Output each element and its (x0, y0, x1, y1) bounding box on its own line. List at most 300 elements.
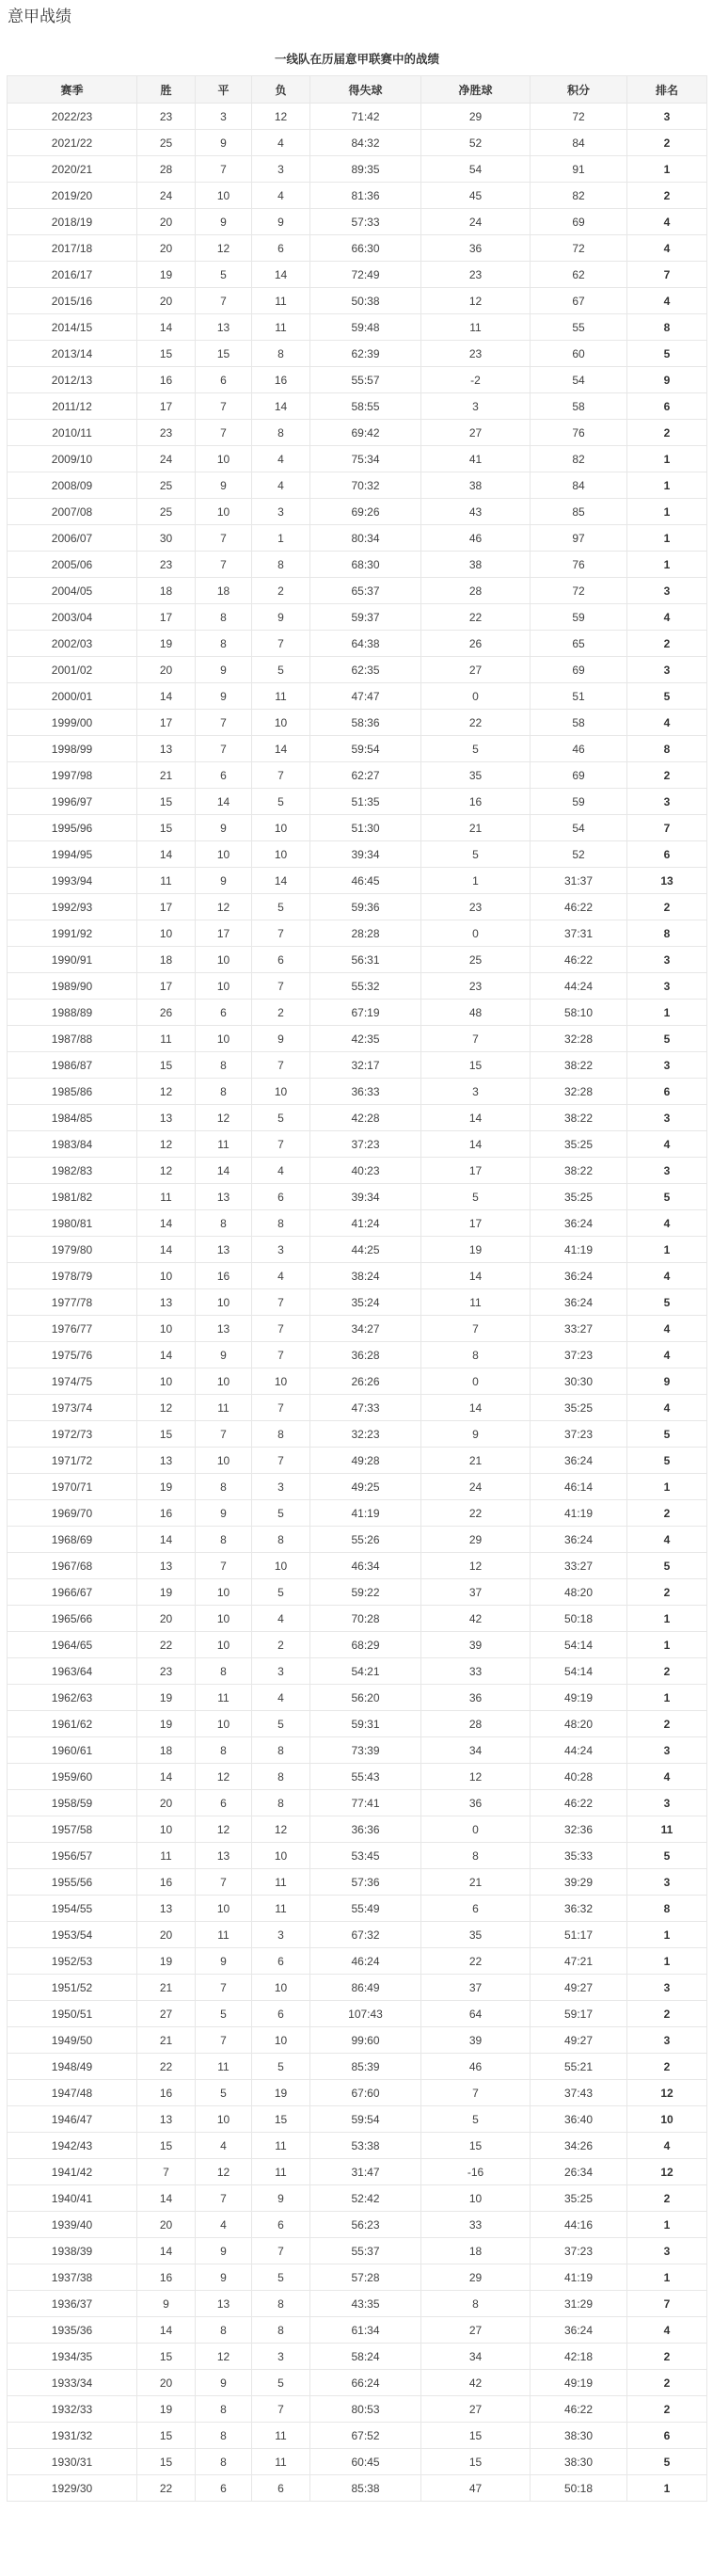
table-row (8, 1052, 707, 1079)
cell-wins: 13 (137, 1448, 196, 1474)
cell-points: 44:16 (531, 2212, 627, 2238)
cell-rank: 2 (627, 1711, 707, 1737)
table-row (8, 2238, 707, 2264)
cell-losses: 11 (252, 1869, 310, 1896)
cell-goals: 53:38 (310, 2133, 421, 2159)
cell-draws: 10 (196, 499, 252, 525)
cell-rank: 3 (627, 2027, 707, 2054)
cell-wins: 10 (137, 1316, 196, 1342)
cell-goals: 62:27 (310, 762, 421, 789)
cell-goal-diff: 10 (421, 2185, 531, 2212)
cell-rank: 8 (627, 1896, 707, 1922)
table-row (8, 2185, 707, 2212)
cell-season: 1990/91 (8, 947, 137, 973)
cell-losses: 5 (252, 1105, 310, 1131)
cell-losses: 14 (252, 736, 310, 762)
cell-season: 2017/18 (8, 235, 137, 262)
cell-goals: 62:35 (310, 657, 421, 683)
table-row (8, 1948, 707, 1975)
cell-losses: 10 (252, 1079, 310, 1105)
cell-wins: 28 (137, 156, 196, 183)
cell-wins: 20 (137, 1922, 196, 1948)
cell-goals: 66:30 (310, 235, 421, 262)
cell-goals: 53:45 (310, 1843, 421, 1869)
cell-rank: 6 (627, 393, 707, 420)
cell-goals: 59:54 (310, 736, 421, 762)
table-row (8, 1000, 707, 1026)
cell-draws: 9 (196, 2238, 252, 2264)
cell-draws: 11 (196, 1685, 252, 1711)
cell-draws: 18 (196, 578, 252, 604)
cell-goal-diff: 25 (421, 947, 531, 973)
cell-rank: 1 (627, 1606, 707, 1632)
cell-season: 1973/74 (8, 1395, 137, 1421)
table-row (8, 183, 707, 209)
cell-rank: 2 (627, 1579, 707, 1606)
cell-points: 59 (531, 789, 627, 815)
cell-points: 46:14 (531, 1474, 627, 1500)
cell-draws: 12 (196, 1105, 252, 1131)
cell-points: 50:18 (531, 1606, 627, 1632)
cell-goals: 60:45 (310, 2449, 421, 2475)
cell-goal-diff: 38 (421, 472, 531, 499)
cell-season: 1971/72 (8, 1448, 137, 1474)
cell-season: 2007/08 (8, 499, 137, 525)
cell-season: 1942/43 (8, 2133, 137, 2159)
table-row (8, 815, 707, 841)
cell-losses: 10 (252, 2027, 310, 2054)
table-row (8, 789, 707, 815)
cell-losses: 10 (252, 1975, 310, 2001)
table-row (8, 920, 707, 947)
cell-season: 1967/68 (8, 1553, 137, 1579)
cell-rank: 3 (627, 1105, 707, 1131)
cell-draws: 7 (196, 1975, 252, 2001)
table-row (8, 1579, 707, 1606)
cell-draws: 17 (196, 920, 252, 947)
cell-wins: 17 (137, 710, 196, 736)
cell-losses: 10 (252, 1368, 310, 1395)
cell-points: 76 (531, 420, 627, 446)
cell-goal-diff: 23 (421, 894, 531, 920)
cell-draws: 7 (196, 2027, 252, 2054)
cell-draws: 9 (196, 130, 252, 156)
cell-goal-diff: 11 (421, 314, 531, 341)
cell-goals: 75:34 (310, 446, 421, 472)
cell-rank: 1 (627, 499, 707, 525)
cell-losses: 8 (252, 1764, 310, 1790)
cell-wins: 13 (137, 1105, 196, 1131)
cell-wins: 21 (137, 762, 196, 789)
cell-wins: 15 (137, 2449, 196, 2475)
cell-draws: 7 (196, 288, 252, 314)
cell-draws: 7 (196, 1869, 252, 1896)
cell-losses: 7 (252, 2238, 310, 2264)
cell-goals: 34:27 (310, 1316, 421, 1342)
table-row (8, 1869, 707, 1896)
cell-draws: 12 (196, 235, 252, 262)
cell-rank: 6 (627, 841, 707, 868)
cell-points: 84 (531, 472, 627, 499)
table-row (8, 710, 707, 736)
cell-losses: 11 (252, 314, 310, 341)
cell-losses: 10 (252, 1843, 310, 1869)
cell-rank: 4 (627, 1210, 707, 1237)
cell-losses: 10 (252, 1553, 310, 1579)
cell-rank: 5 (627, 2449, 707, 2475)
cell-goals: 32:23 (310, 1421, 421, 1448)
cell-losses: 7 (252, 1052, 310, 1079)
cell-draws: 10 (196, 1606, 252, 1632)
cell-goals: 46:34 (310, 1553, 421, 1579)
cell-goals: 84:32 (310, 130, 421, 156)
cell-wins: 24 (137, 183, 196, 209)
table-row (8, 2344, 707, 2370)
cell-points: 84 (531, 130, 627, 156)
cell-rank: 4 (627, 235, 707, 262)
cell-points: 72 (531, 578, 627, 604)
table-row (8, 1368, 707, 1395)
table-row (8, 1816, 707, 1843)
column-header-draws: 平 (196, 76, 252, 104)
cell-draws: 8 (196, 1474, 252, 1500)
cell-wins: 21 (137, 2027, 196, 2054)
cell-points: 58 (531, 710, 627, 736)
cell-rank: 3 (627, 1158, 707, 1184)
cell-rank: 10 (627, 2106, 707, 2133)
cell-losses: 4 (252, 1606, 310, 1632)
cell-goals: 49:25 (310, 1474, 421, 1500)
cell-goals: 67:32 (310, 1922, 421, 1948)
cell-season: 1987/88 (8, 1026, 137, 1052)
cell-season: 1959/60 (8, 1764, 137, 1790)
cell-goals: 42:28 (310, 1105, 421, 1131)
cell-season: 1948/49 (8, 2054, 137, 2080)
cell-season: 1965/66 (8, 1606, 137, 1632)
cell-losses: 19 (252, 2080, 310, 2106)
cell-goal-diff: 16 (421, 789, 531, 815)
cell-goal-diff: 34 (421, 1737, 531, 1764)
cell-wins: 16 (137, 1500, 196, 1527)
cell-losses: 9 (252, 2185, 310, 2212)
cell-points: 85 (531, 499, 627, 525)
cell-points: 35:25 (531, 2185, 627, 2212)
cell-losses: 5 (252, 2054, 310, 2080)
table-row (8, 947, 707, 973)
cell-rank: 4 (627, 1316, 707, 1342)
cell-points: 37:31 (531, 920, 627, 947)
cell-rank: 6 (627, 1079, 707, 1105)
cell-goal-diff: 8 (421, 2291, 531, 2317)
cell-draws: 10 (196, 2106, 252, 2133)
cell-goal-diff: -16 (421, 2159, 531, 2185)
cell-rank: 3 (627, 1975, 707, 2001)
cell-season: 1963/64 (8, 1658, 137, 1685)
cell-rank: 2 (627, 894, 707, 920)
cell-losses: 1 (252, 525, 310, 552)
cell-goal-diff: 37 (421, 1579, 531, 1606)
cell-points: 51:17 (531, 1922, 627, 1948)
cell-losses: 7 (252, 920, 310, 947)
cell-goal-diff: 27 (421, 2317, 531, 2344)
cell-season: 1958/59 (8, 1790, 137, 1816)
cell-goals: 61:34 (310, 2317, 421, 2344)
cell-wins: 14 (137, 2317, 196, 2344)
cell-rank: 7 (627, 2291, 707, 2317)
cell-rank: 4 (627, 2317, 707, 2344)
cell-goal-diff: 33 (421, 1658, 531, 1685)
cell-points: 91 (531, 156, 627, 183)
cell-goals: 80:53 (310, 2396, 421, 2423)
cell-points: 37:23 (531, 1342, 627, 1368)
cell-points: 41:19 (531, 1237, 627, 1263)
cell-goal-diff: 8 (421, 1342, 531, 1368)
cell-goals: 64:38 (310, 631, 421, 657)
cell-goals: 38:24 (310, 1263, 421, 1289)
cell-wins: 15 (137, 2133, 196, 2159)
cell-goal-diff: 23 (421, 341, 531, 367)
cell-season: 2016/17 (8, 262, 137, 288)
cell-goals: 55:57 (310, 367, 421, 393)
cell-wins: 21 (137, 1975, 196, 2001)
cell-season: 1997/98 (8, 762, 137, 789)
cell-goals: 81:36 (310, 183, 421, 209)
cell-season: 1972/73 (8, 1421, 137, 1448)
cell-points: 82 (531, 446, 627, 472)
cell-goals: 71:42 (310, 104, 421, 130)
cell-season: 1941/42 (8, 2159, 137, 2185)
cell-goals: 72:49 (310, 262, 421, 288)
cell-goal-diff: 42 (421, 2370, 531, 2396)
cell-goal-diff: 22 (421, 710, 531, 736)
cell-losses: 8 (252, 1421, 310, 1448)
cell-losses: 8 (252, 341, 310, 367)
cell-season: 2020/21 (8, 156, 137, 183)
cell-goals: 55:32 (310, 973, 421, 1000)
cell-points: 51 (531, 683, 627, 710)
table-row (8, 604, 707, 631)
cell-losses: 10 (252, 710, 310, 736)
cell-rank: 1 (627, 1922, 707, 1948)
cell-rank: 3 (627, 1790, 707, 1816)
cell-season: 1981/82 (8, 1184, 137, 1210)
cell-points: 97 (531, 525, 627, 552)
cell-goals: 35:24 (310, 1289, 421, 1316)
table-row (8, 367, 707, 393)
cell-losses: 9 (252, 604, 310, 631)
cell-draws: 11 (196, 2054, 252, 2080)
cell-points: 59 (531, 604, 627, 631)
cell-rank: 2 (627, 420, 707, 446)
table-row (8, 1737, 707, 1764)
cell-season: 2009/10 (8, 446, 137, 472)
cell-rank: 12 (627, 2159, 707, 2185)
cell-season: 1986/87 (8, 1052, 137, 1079)
cell-draws: 7 (196, 420, 252, 446)
cell-losses: 3 (252, 1922, 310, 1948)
cell-draws: 12 (196, 1764, 252, 1790)
cell-rank: 6 (627, 2423, 707, 2449)
cell-goal-diff: 11 (421, 1289, 531, 1316)
cell-wins: 15 (137, 815, 196, 841)
cell-points: 35:25 (531, 1131, 627, 1158)
cell-wins: 20 (137, 1606, 196, 1632)
cell-losses: 11 (252, 1896, 310, 1922)
cell-goal-diff: 1 (421, 868, 531, 894)
cell-wins: 14 (137, 2185, 196, 2212)
cell-wins: 19 (137, 262, 196, 288)
cell-wins: 14 (137, 1210, 196, 1237)
cell-losses: 7 (252, 1316, 310, 1342)
cell-season: 1937/38 (8, 2264, 137, 2291)
column-header-rank: 排名 (627, 76, 707, 104)
cell-goals: 42:35 (310, 1026, 421, 1052)
cell-wins: 13 (137, 1289, 196, 1316)
cell-season: 1977/78 (8, 1289, 137, 1316)
cell-wins: 13 (137, 1553, 196, 1579)
cell-draws: 7 (196, 156, 252, 183)
cell-losses: 4 (252, 1263, 310, 1289)
table-row (8, 1448, 707, 1474)
table-row (8, 1922, 707, 1948)
cell-season: 2001/02 (8, 657, 137, 683)
cell-goal-diff: 23 (421, 262, 531, 288)
cell-goal-diff: 5 (421, 1184, 531, 1210)
cell-wins: 17 (137, 894, 196, 920)
cell-losses: 6 (252, 2212, 310, 2238)
cell-losses: 7 (252, 1131, 310, 1158)
cell-points: 54 (531, 815, 627, 841)
cell-goal-diff: 39 (421, 1632, 531, 1658)
cell-goal-diff: 5 (421, 736, 531, 762)
cell-rank: 2 (627, 183, 707, 209)
cell-losses: 7 (252, 762, 310, 789)
cell-points: 42:18 (531, 2344, 627, 2370)
cell-rank: 4 (627, 1342, 707, 1368)
table-row (8, 1896, 707, 1922)
cell-goal-diff: 14 (421, 1395, 531, 1421)
column-header-goal-diff: 净胜球 (421, 76, 531, 104)
table-row (8, 1711, 707, 1737)
cell-goals: 99:60 (310, 2027, 421, 2054)
cell-rank: 12 (627, 2080, 707, 2106)
cell-points: 37:23 (531, 2238, 627, 2264)
cell-goals: 55:26 (310, 1527, 421, 1553)
cell-wins: 17 (137, 973, 196, 1000)
cell-wins: 11 (137, 1184, 196, 1210)
cell-losses: 11 (252, 2423, 310, 2449)
table-caption: 一线队在历届意甲联赛中的战绩 (274, 53, 439, 66)
cell-season: 1982/83 (8, 1158, 137, 1184)
cell-rank: 8 (627, 920, 707, 947)
cell-points: 36:24 (531, 2317, 627, 2344)
cell-goals: 107:43 (310, 2001, 421, 2027)
cell-losses: 4 (252, 183, 310, 209)
cell-losses: 7 (252, 1448, 310, 1474)
table-row (8, 1975, 707, 2001)
cell-wins: 19 (137, 1685, 196, 1711)
cell-wins: 19 (137, 631, 196, 657)
cell-losses: 8 (252, 1737, 310, 1764)
cell-losses: 2 (252, 578, 310, 604)
cell-goal-diff: 21 (421, 1869, 531, 1896)
cell-wins: 12 (137, 1158, 196, 1184)
cell-rank: 1 (627, 156, 707, 183)
cell-draws: 10 (196, 446, 252, 472)
cell-points: 36:24 (531, 1210, 627, 1237)
cell-season: 1995/96 (8, 815, 137, 841)
cell-goals: 44:25 (310, 1237, 421, 1263)
cell-season: 1934/35 (8, 2344, 137, 2370)
cell-rank: 13 (627, 868, 707, 894)
cell-rank: 1 (627, 1685, 707, 1711)
table-row (8, 104, 707, 130)
table-row (8, 1632, 707, 1658)
table-row (8, 578, 707, 604)
cell-goal-diff: 35 (421, 762, 531, 789)
cell-season: 1940/41 (8, 2185, 137, 2212)
cell-points: 44:24 (531, 973, 627, 1000)
cell-season: 1960/61 (8, 1737, 137, 1764)
cell-season: 1950/51 (8, 2001, 137, 2027)
cell-draws: 7 (196, 710, 252, 736)
cell-wins: 30 (137, 525, 196, 552)
cell-season: 2013/14 (8, 341, 137, 367)
cell-draws: 15 (196, 341, 252, 367)
cell-goals: 58:36 (310, 710, 421, 736)
table-row (8, 130, 707, 156)
cell-points: 47:21 (531, 1948, 627, 1975)
table-row (8, 314, 707, 341)
cell-season: 1974/75 (8, 1368, 137, 1395)
table-row (8, 894, 707, 920)
cell-goal-diff: 27 (421, 657, 531, 683)
cell-points: 31:37 (531, 868, 627, 894)
table-row (8, 2133, 707, 2159)
cell-goals: 58:24 (310, 2344, 421, 2370)
cell-wins: 22 (137, 2475, 196, 2502)
cell-goals: 67:60 (310, 2080, 421, 2106)
cell-draws: 8 (196, 1079, 252, 1105)
cell-losses: 7 (252, 1289, 310, 1316)
cell-points: 31:29 (531, 2291, 627, 2317)
cell-wins: 15 (137, 341, 196, 367)
cell-losses: 7 (252, 1395, 310, 1421)
cell-goals: 28:28 (310, 920, 421, 947)
cell-points: 69 (531, 657, 627, 683)
table-row (8, 736, 707, 762)
cell-season: 1933/34 (8, 2370, 137, 2396)
cell-wins: 17 (137, 393, 196, 420)
cell-points: 46 (531, 736, 627, 762)
table-row (8, 657, 707, 683)
table-row (8, 2001, 707, 2027)
cell-rank: 5 (627, 341, 707, 367)
cell-wins: 27 (137, 2001, 196, 2027)
cell-draws: 8 (196, 2449, 252, 2475)
table-row (8, 2449, 707, 2475)
table-row (8, 262, 707, 288)
cell-draws: 9 (196, 1342, 252, 1368)
table-row (8, 868, 707, 894)
cell-wins: 14 (137, 314, 196, 341)
cell-goal-diff: 28 (421, 1711, 531, 1737)
cell-season: 1970/71 (8, 1474, 137, 1500)
cell-goal-diff: 22 (421, 1500, 531, 1527)
cell-goals: 65:37 (310, 578, 421, 604)
cell-rank: 4 (627, 1395, 707, 1421)
cell-draws: 8 (196, 2423, 252, 2449)
